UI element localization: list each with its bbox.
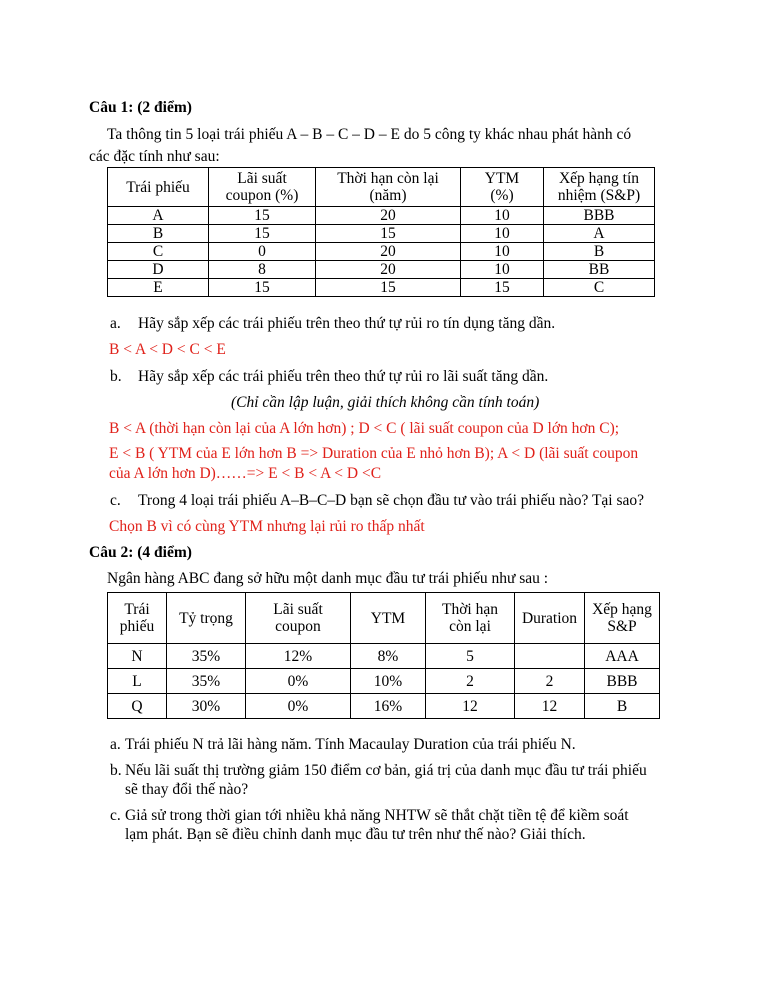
cell: 2: [426, 669, 515, 694]
cell: 5: [426, 644, 515, 669]
cell: 0: [209, 243, 316, 261]
cell: 0%: [246, 694, 351, 719]
header-maturity: Thời hạn còn lại (năm): [316, 168, 461, 207]
header-bond: Trái phiếu: [108, 168, 209, 207]
bond-table-1: [107, 167, 655, 297]
cell: 10%: [351, 669, 426, 694]
header-weight: Tỷ trọng: [167, 593, 246, 644]
cell: 15: [461, 279, 544, 297]
q1a-label: a.: [110, 315, 121, 332]
cell: 35%: [167, 669, 246, 694]
q2b-text-2: sẽ thay đổi thế nào?: [125, 781, 249, 798]
table-row: [108, 669, 660, 694]
cell: C: [544, 279, 655, 297]
cell: BBB: [544, 207, 655, 225]
table-row: [108, 225, 655, 243]
header-ytm: YTM: [351, 593, 426, 644]
table-header-row: [108, 168, 655, 207]
q1b-note: (Chỉ cần lập luận, giải thích không cần tính toán): [231, 394, 540, 411]
q1c-text: Trong 4 loại trái phiếu A–B–C–D bạn sẽ chọn đầu tư vào trái phiếu nào? Tại sao?: [138, 492, 645, 509]
cell: 15: [209, 225, 316, 243]
q1b-text: Hãy sắp xếp các trái phiếu trên theo thứ tự rủi ro lãi suất tăng dần.: [138, 368, 549, 385]
cell: N: [108, 644, 167, 669]
cell: 12%: [246, 644, 351, 669]
cell: BBB: [585, 669, 660, 694]
header-ytm: YTM (%): [461, 168, 544, 207]
table-row: [108, 207, 655, 225]
cell: B: [585, 694, 660, 719]
cell: 15: [316, 279, 461, 297]
cell: 16%: [351, 694, 426, 719]
cell: 15: [209, 207, 316, 225]
q2c-text-1: Giả sử trong thời gian tới nhiều khả năng NHTW sẽ thắt chặt tiền tệ để kiềm soát: [125, 807, 629, 824]
q1b-answer-2: E < B ( YTM của E lớn hơn B => Duration của E nhỏ hơn B); A < D (lãi suất coupon: [109, 445, 639, 462]
cell: 2: [515, 669, 585, 694]
cell: 20: [316, 243, 461, 261]
cell: 10: [461, 225, 544, 243]
header-duration: Duration: [515, 593, 585, 644]
cell: BB: [544, 261, 655, 279]
q1c-answer: Chọn B vì có cùng YTM nhưng lại rủi ro thấp nhất: [109, 518, 425, 535]
cell: A: [544, 225, 655, 243]
q1a-text: Hãy sắp xếp các trái phiếu trên theo thứ tự rủi ro tín dụng tăng dần.: [138, 315, 556, 332]
q1a-answer: B < A < D < C < E: [109, 341, 226, 358]
header-rating: Xếp hạng S&P: [585, 593, 660, 644]
cell: A: [108, 207, 209, 225]
q2b-text-1: Nếu lãi suất thị trường giảm 150 điểm cơ bản, giá trị của danh mục đầu tư trái phiếu: [125, 762, 647, 779]
q1-intro-line2: các đặc tính như sau:: [89, 148, 220, 165]
cell: 12: [426, 694, 515, 719]
table-row: [108, 644, 660, 669]
cell: 10: [461, 261, 544, 279]
cell: D: [108, 261, 209, 279]
header-coupon: Lãi suất coupon: [246, 593, 351, 644]
cell: 20: [316, 261, 461, 279]
q2-intro: Ngân hàng ABC đang sở hữu một danh mục đầu tư trái phiếu như sau :: [107, 570, 549, 587]
q1-intro-line1: Ta thông tin 5 loại trái phiếu A – B – C – D – E do 5 công ty khác nhau phát hành có: [107, 126, 632, 143]
bond-table-2: [107, 592, 660, 719]
cell: C: [108, 243, 209, 261]
cell: 30%: [167, 694, 246, 719]
q1b-answer-3: của A lớn hơn D)……=> E < B < A < D <C: [109, 465, 382, 482]
q2c-text-2: lạm phát. Bạn sẽ điều chỉnh danh mục đầu tư trên như thế nào? Giải thích.: [125, 826, 586, 843]
q1b-answer-1: B < A (thời hạn còn lại của A lớn hơn) ; D < C ( lãi suất coupon của D lớn hơn C);: [109, 420, 620, 437]
table-row: [108, 694, 660, 719]
cell: 35%: [167, 644, 246, 669]
header-coupon: Lãi suất coupon (%): [209, 168, 316, 207]
cell: E: [108, 279, 209, 297]
cell: 12: [515, 694, 585, 719]
q1c-label: c.: [110, 492, 121, 509]
q2b-label: b.: [110, 762, 122, 779]
q1-heading: Câu 1: (2 điểm): [89, 99, 192, 116]
q1b-label: b.: [110, 368, 122, 385]
header-rating: Xếp hạng tín nhiệm (S&P): [544, 168, 655, 207]
table-header-row: [108, 593, 660, 644]
cell: 8%: [351, 644, 426, 669]
table-row: [108, 261, 655, 279]
q2a-text: Trái phiếu N trả lãi hàng năm. Tính Macaulay Duration của trái phiếu N.: [125, 736, 576, 753]
table-row: [108, 279, 655, 297]
cell: B: [544, 243, 655, 261]
cell: 0%: [246, 669, 351, 694]
q2a-label: a.: [110, 736, 121, 753]
header-maturity: Thời hạn còn lại: [426, 593, 515, 644]
q2c-label: c.: [110, 807, 121, 824]
cell: 10: [461, 243, 544, 261]
table-row: [108, 243, 655, 261]
cell: 8: [209, 261, 316, 279]
cell: 15: [316, 225, 461, 243]
cell: Q: [108, 694, 167, 719]
cell: 15: [209, 279, 316, 297]
cell: [515, 644, 585, 669]
header-bond: Trái phiếu: [108, 593, 167, 644]
cell: B: [108, 225, 209, 243]
q2-heading: Câu 2: (4 điểm): [89, 544, 192, 561]
cell: 20: [316, 207, 461, 225]
cell: AAA: [585, 644, 660, 669]
cell: L: [108, 669, 167, 694]
cell: 10: [461, 207, 544, 225]
